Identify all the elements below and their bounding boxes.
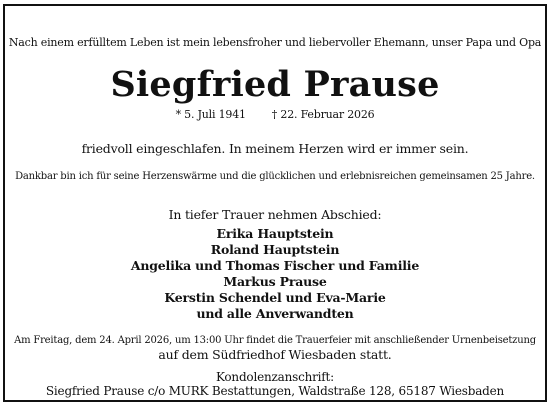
deceased-name: Siegfried Prause <box>110 64 440 105</box>
mourner-name: Erika Hauptstein <box>216 226 334 241</box>
service-location: auf dem Südfriedhof Wiesbaden statt. <box>158 347 392 362</box>
gratitude-text: Dankbar bin ich für seine Herzenswärme und die glücklichen und erlebnisreichen gemeinsamen 25 Jahre. <box>15 171 535 182</box>
service-announcement: Am Freitag, dem 24. April 2026, um 13:00 Uhr findet die Trauerfeier mit anschließender Urnenbeisetzung <box>14 335 536 346</box>
mourner-name: und alle Anverwandten <box>196 306 354 321</box>
mourner-name: Kerstin Schendel und Eva-Marie <box>164 290 386 305</box>
passing-text: friedvoll eingeschlafen. In meinem Herzen wird er immer sein. <box>81 141 469 156</box>
mourner-name: Markus Prause <box>223 274 327 289</box>
death-date: † 22. Februar 2026 <box>271 108 375 121</box>
condolence-label: Kondolenzanschrift: <box>215 370 335 384</box>
obituary-notice <box>3 4 547 402</box>
farewell-intro: In tiefer Trauer nehmen Abschied: <box>168 207 382 222</box>
intro-text: Nach einem erfülltem Leben ist mein lebensfroher und liebervoller Ehemann, unser Papa und Opa <box>8 36 542 49</box>
life-dates <box>5 108 545 122</box>
birth-date: * 5. Juli 1941 <box>175 108 246 121</box>
condolence-address: Siegfried Prause c/o MURK Bestattungen, Waldstraße 128, 65187 Wiesbaden <box>45 384 505 398</box>
mourner-name: Angelika und Thomas Fischer und Familie <box>130 258 420 273</box>
mourner-name: Roland Hauptstein <box>210 242 340 257</box>
